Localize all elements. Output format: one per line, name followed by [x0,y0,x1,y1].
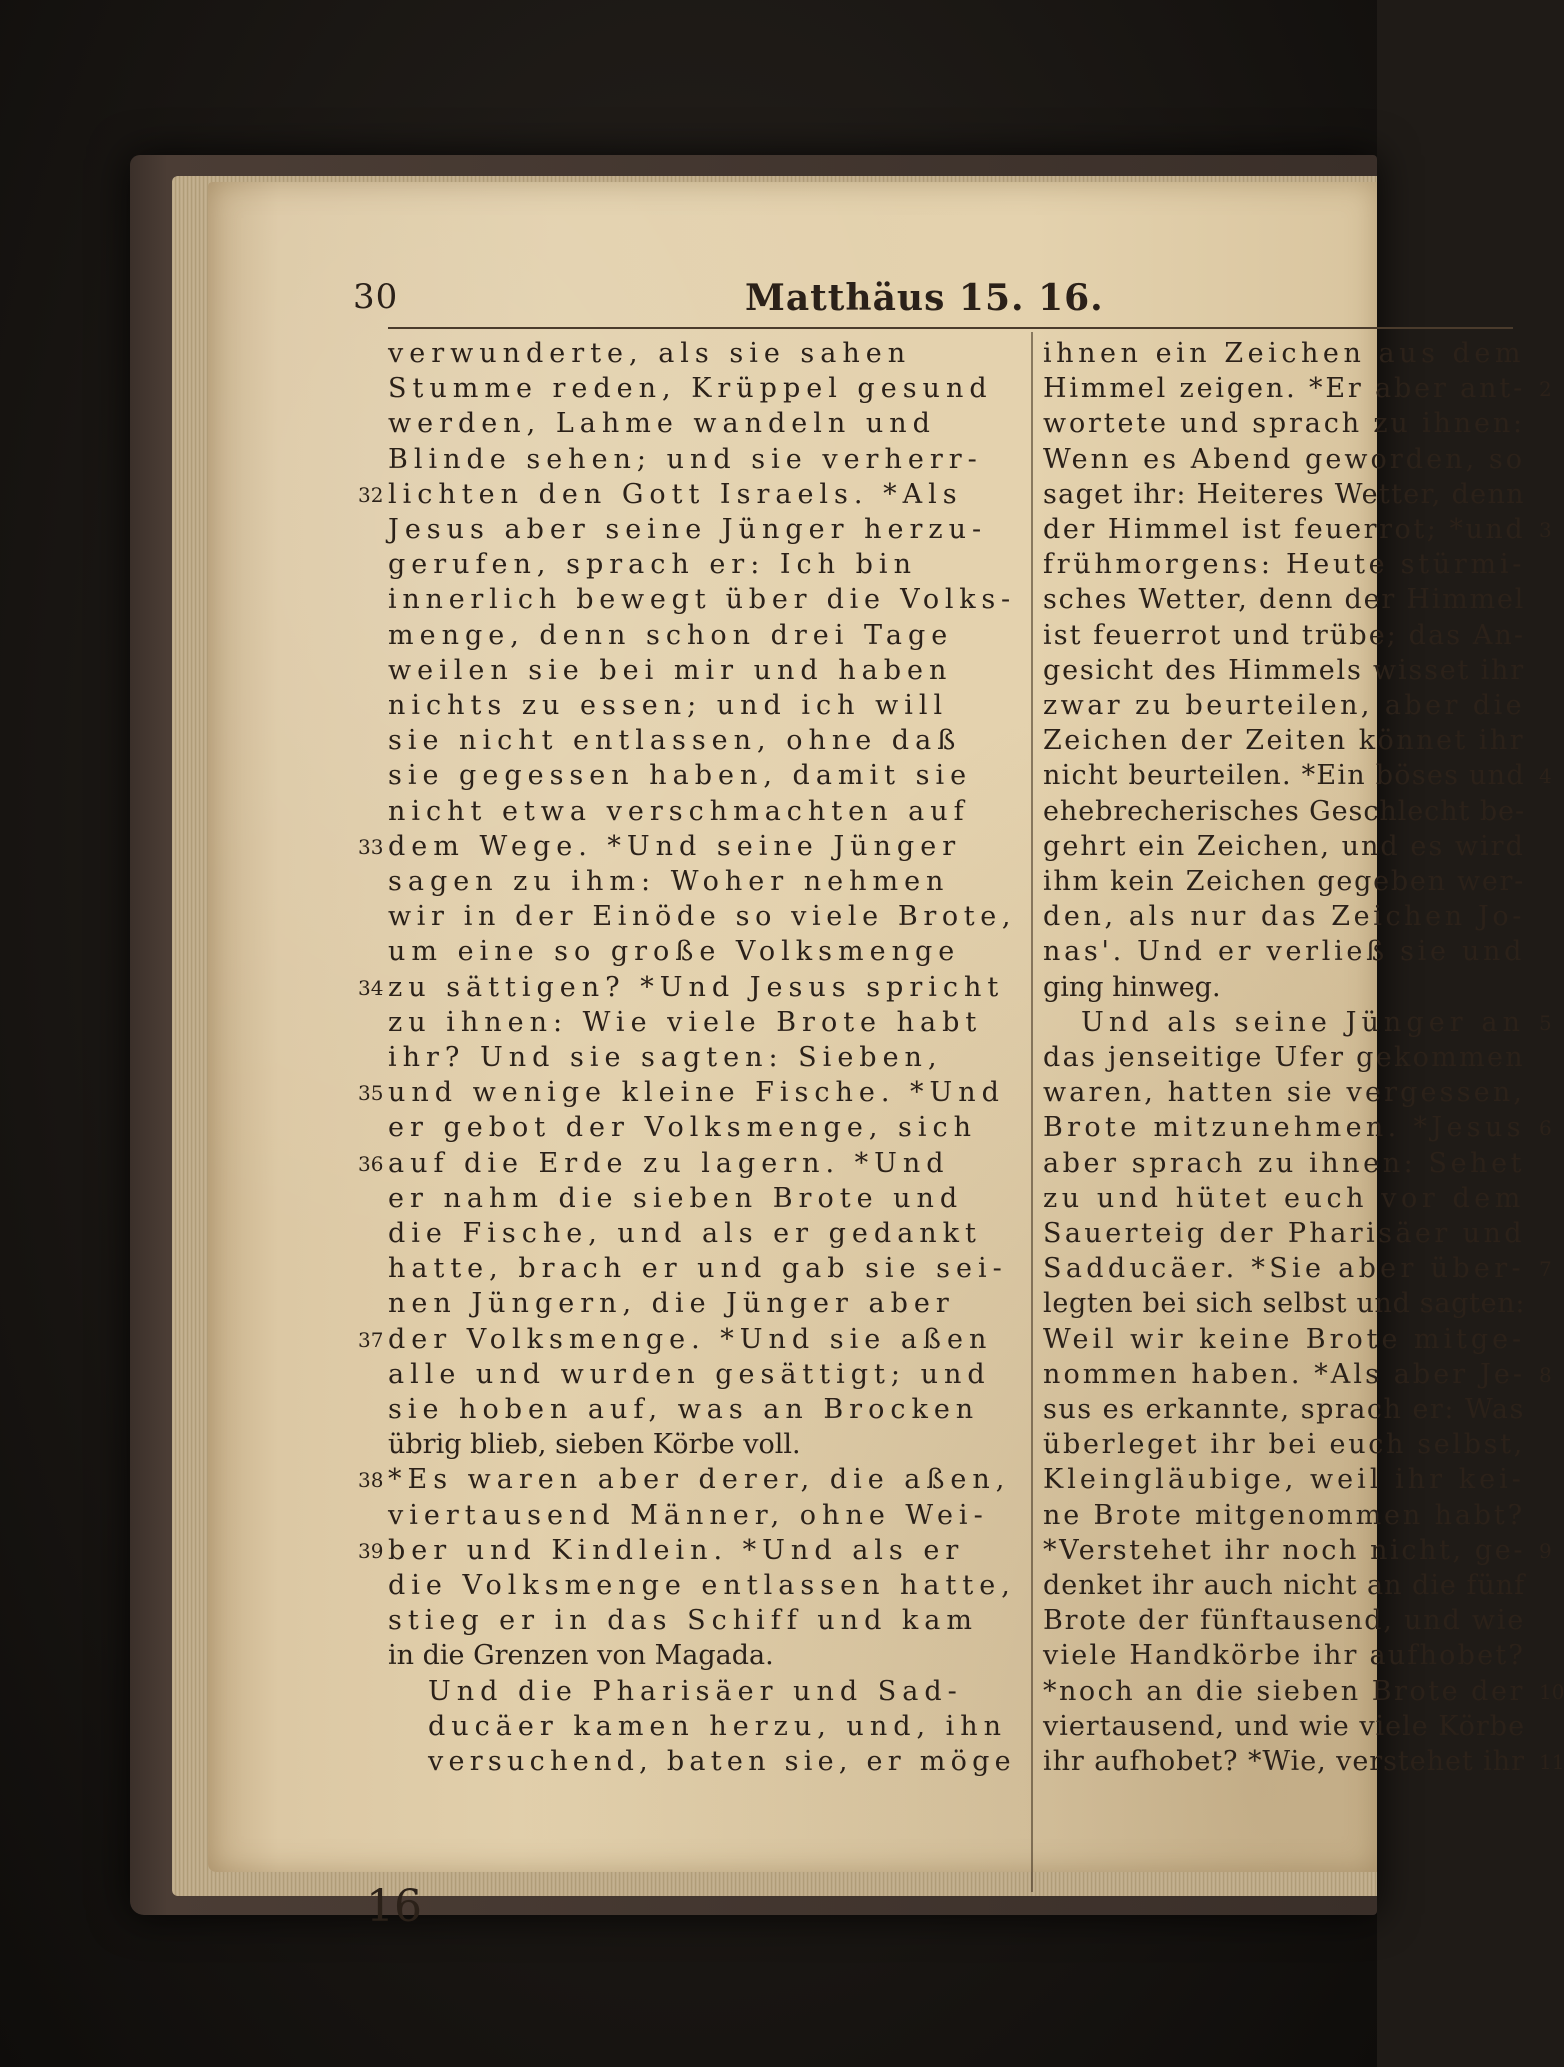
line-text: waren, hatten sie vergessen, [1043,1077,1526,1109]
text-line [358,478,1016,512]
text-line [358,1076,1016,1110]
text-line [1043,478,1525,512]
text-line [358,1323,1016,1357]
text-line [1043,865,1525,899]
text-line [1043,1604,1525,1638]
text-line [388,1182,1016,1216]
verse-number: 4 [1539,764,1552,789]
text-line [388,1393,1016,1427]
chapter-number: 16 [366,1881,422,1932]
text-line [388,900,1016,934]
text-line [388,689,1016,723]
line-text: Jesus aber seine Jünger herzu- [388,514,988,545]
text-line [1043,1745,1564,1779]
text-line [1043,1287,1525,1321]
verse-number: 6 [1539,1116,1552,1141]
text-line [1043,443,1525,477]
line-text: gerufen, sprach er: Ich bin [388,549,917,581]
header-rule [388,327,1513,329]
page-number: 30 [353,277,399,317]
text-line [358,971,1016,1005]
text-line [388,1358,1016,1392]
text-line [358,830,1016,864]
text-line [1043,1041,1525,1075]
line-text: zu sättigen? *Und Jesus spricht [388,971,1005,1003]
line-text: Wenn es Abend geworden, so [1043,443,1526,475]
page-header [353,277,1493,327]
text-line [358,1463,1016,1497]
line-text: gesicht des Himmels wisset ihr [1043,654,1525,686]
book-page [208,182,1564,1932]
text-line [1043,795,1525,829]
line-text: sus es erkannte, sprach er: Was [1043,1394,1525,1425]
line-text: sie gegessen haben, damit sie [388,760,973,792]
line-text: ihr aufhobet? *Wie, verstehet ihr [1043,1746,1525,1777]
line-text: in die Grenzen von Magada. [388,1640,774,1672]
line-text: der Himmel ist feuerrot; *und [1043,514,1526,545]
text-line [1043,619,1525,653]
right-column [1043,337,1564,1887]
line-text: sagen zu ihm: Woher nehmen [388,866,950,897]
text-line [1043,1675,1564,1709]
line-text: nicht beurteilen. *Ein böses und [1043,760,1525,792]
line-text: stieg er in das Schiff und kam [388,1605,978,1637]
line-text: saget ihr: Heiteres Wetter, denn [1043,478,1525,510]
text-line [388,1006,1016,1040]
line-text: der Volksmenge. *Und sie aßen [388,1323,993,1355]
text-line [1043,1111,1552,1145]
text-line [388,654,1016,688]
line-text: nicht etwa verschmachten auf [388,795,970,827]
line-text: ging hinweg. [1043,971,1221,1003]
line-text: auf die Erde zu lagern. *Und [388,1147,950,1179]
line-text: Und die Pharisäer und Sad- [428,1675,963,1707]
verse-number: 10 [1539,1679,1564,1704]
text-line [1043,1147,1525,1181]
line-text: Und als seine Jünger an [1081,1006,1526,1038]
text-line [1043,900,1525,934]
text-line [1043,1428,1525,1462]
line-text: ihr? Und sie sagten: Sieben, [388,1042,943,1073]
text-line [1043,689,1525,723]
text-line [388,1428,1016,1462]
text-line [428,1675,1016,1709]
line-text: nichts zu essen; und ich will [388,690,949,721]
text-line [1043,1076,1525,1110]
line-text: lichten den Gott Israels. *Als [388,478,963,510]
line-text: sie hoben auf, was an Brocken [388,1394,980,1425]
text-line [388,372,1016,406]
text-line [388,724,1016,758]
line-text: Brote der fünftausend, und wie [1043,1605,1526,1637]
text-line [1043,1393,1525,1427]
text-line [1043,724,1525,758]
text-line [388,865,1016,899]
text-line [1043,1534,1552,1568]
text-line [1043,759,1552,793]
verse-number: 3 [1539,518,1552,542]
line-text: innerlich bewegt über die Volks- [388,584,1016,616]
line-text: zwar zu beurteilen, aber die [1043,690,1526,721]
text-line [388,1639,1016,1673]
line-text: die Fische, und als er gedankt [388,1218,982,1249]
line-text: Sauerteig der Pharisäer und [1043,1218,1525,1249]
line-text: zu ihnen: Wie viele Brote habt [388,1006,983,1038]
line-text: werden, Lahme wandeln und [388,408,936,440]
line-text: viertausend, und wie viele Körbe [1043,1710,1526,1742]
line-text: weilen sie bei mir und haben [388,654,953,686]
line-text: Sadducäer. *Sie aber über- [1043,1253,1525,1285]
text-line [1043,830,1525,864]
left-column [358,337,1028,1932]
line-text: ber und Kindlein. *Und als er [388,1534,965,1566]
text-line [388,1217,1016,1251]
line-text: gehrt ein Zeichen, und es wird [1043,830,1525,862]
text-line [388,759,1016,793]
text-line [1043,935,1525,969]
text-line [1043,513,1552,547]
line-text: dem Wege. *Und seine Jünger [388,830,962,862]
text-line [388,1041,1016,1075]
text-line [1043,337,1525,371]
text-line [1043,1323,1525,1357]
verse-number: 7 [1539,1257,1552,1282]
verse-number: 36 [358,1151,384,1176]
text-line [1043,1358,1552,1392]
line-text: übrig blieb, sieben Körbe voll. [388,1429,801,1461]
line-text: ducäer kamen herzu, und, ihn [428,1710,1008,1742]
line-text: nommen haben. *Als aber Je- [1043,1358,1526,1390]
text-line [428,1710,1016,1744]
text-line [388,443,1016,477]
line-text: Blinde sehen; und sie verherr- [388,443,983,475]
text-line [388,337,1016,371]
line-text: viele Handkörbe ihr aufhobet? [1043,1640,1526,1672]
line-text: sches Wetter, denn der Himmel [1043,584,1526,616]
line-text: Kleingläubige, weil ihr kei- [1043,1464,1525,1496]
line-text: ist feuerrot und trübe; das An- [1043,619,1526,651]
line-text: Brote mitzunehmen. *Jesus [1043,1112,1525,1144]
text-line [428,1745,1016,1779]
text-line [388,1287,1016,1321]
verse-number: 9 [1539,1538,1552,1563]
text-line [1043,1710,1525,1744]
verse-number: 38 [358,1468,384,1493]
verse-number: 11 [1539,1750,1564,1774]
text-line [1043,1463,1525,1497]
verse-number: 37 [358,1327,384,1352]
text-line [388,1569,1016,1603]
text-line [1043,407,1525,441]
verse-number: 34 [358,975,384,1000]
line-text: er gebot der Volksmenge, sich [388,1112,977,1144]
text-line [388,1111,1016,1145]
line-text: nen Jüngern, die Jünger aber [388,1288,955,1320]
line-text: und wenige kleine Fische. *Und [388,1077,1005,1109]
text-line [1043,548,1525,582]
text-line [388,548,1016,582]
line-text: *noch an die sieben Brote der [1043,1675,1525,1707]
text-line [1043,1639,1525,1673]
text-line [1043,1006,1552,1040]
line-text: verwunderte, als sie sahen [388,338,912,369]
line-text: alle und wurden gesättigt; und [388,1358,991,1390]
line-text: ne Brote mitgenommen habt? [1043,1499,1525,1531]
text-line [358,1147,1016,1181]
line-text: *Verstehet ihr noch nicht, ge- [1043,1534,1526,1566]
text-line [1043,1217,1525,1251]
line-text: wir in der Einöde so viele Brote, [388,901,1017,933]
line-text: aber sprach zu ihnen: Sehet [1043,1147,1526,1179]
line-text: denket ihr auch nicht an die fünf [1043,1570,1526,1601]
line-text: um eine so große Volksmenge [388,936,961,968]
text-line [388,513,1016,547]
line-text: legten bei sich selbst und sagten: [1043,1288,1526,1320]
line-text: Zeichen der Zeiten könnet ihr [1043,725,1526,757]
text-line [388,1252,1016,1286]
line-text: wortete und sprach zu ihnen: [1043,408,1525,440]
line-text: Himmel zeigen. *Er aber ant- [1043,373,1526,405]
line-text: sie nicht entlassen, ohne daß [388,725,962,757]
line-text: den, als nur das Zeichen Jo- [1043,901,1525,933]
line-text: hatte, brach er und gab sie sei- [388,1253,1008,1285]
line-text: ihnen ein Zeichen aus dem [1043,338,1526,369]
line-text: nas'. Und er verließ sie und [1043,936,1526,968]
line-text: ehebrecherisches Geschlecht be- [1043,795,1526,827]
text-line [1043,1182,1525,1216]
text-line [1043,1499,1525,1533]
verse-number: 32 [358,482,384,507]
line-text: versuchend, baten sie, er möge [428,1746,1016,1777]
line-text: *Es waren aber derer, die aßen, [388,1464,1011,1496]
text-line [388,407,1016,441]
text-line [358,1534,1016,1568]
verse-number: 5 [1539,1010,1552,1035]
running-head: Matthäus 15. 16. [745,277,1104,319]
line-text: er nahm die sieben Brote und [388,1182,964,1214]
verse-number: 2 [1539,377,1552,402]
line-text: ihm kein Zeichen gegeben wer- [1043,866,1526,897]
text-line [388,935,1016,969]
verse-number: 35 [358,1081,384,1106]
line-text: Weil wir keine Brote mitge- [1043,1323,1526,1355]
column-divider [1031,332,1033,1892]
text-line [1043,971,1525,1005]
text-line [388,1499,1016,1533]
line-text: das jenseitige Ufer gekommen [1043,1042,1525,1073]
text-line [388,619,1016,653]
text-line [388,1604,1016,1638]
line-text: zu und hütet euch vor dem [1043,1182,1525,1214]
line-text: frühmorgens: Heute stürmi- [1043,549,1526,581]
line-text: überleget ihr bei euch selbst, [1043,1429,1525,1461]
text-line [1043,1569,1525,1603]
text-line [1043,1252,1552,1286]
line-text: Stumme reden, Krüppel gesund [388,373,993,405]
text-line [1043,654,1525,688]
text-line [1043,583,1525,617]
verse-number: 39 [358,1538,384,1563]
verse-number: 8 [1539,1362,1552,1387]
line-text: die Volksmenge entlassen hatte, [388,1570,1016,1601]
text-line [388,583,1016,617]
verse-number: 33 [358,834,384,859]
text-line [1043,372,1552,406]
line-text: viertausend Männer, ohne Wei- [388,1499,989,1531]
line-text: menge, denn schon drei Tage [388,619,954,651]
text-line [388,795,1016,829]
